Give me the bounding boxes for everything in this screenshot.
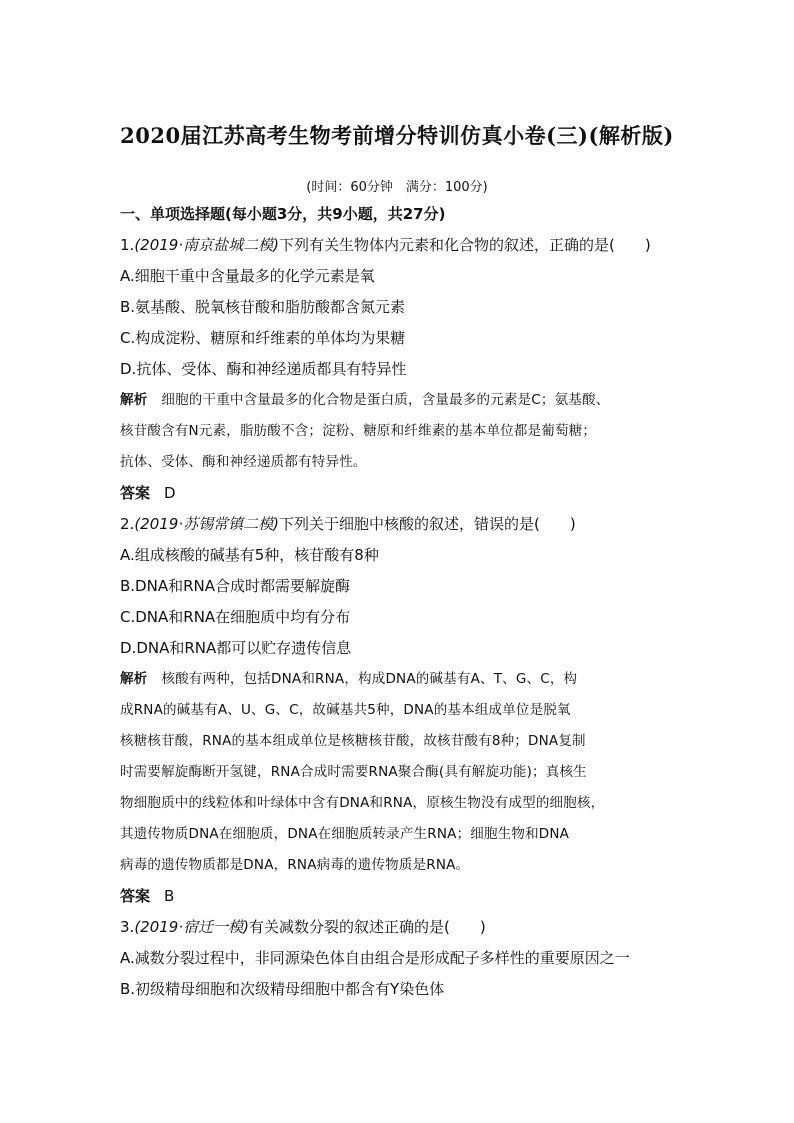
question-number: 1. — [120, 236, 135, 254]
answer-label: 答案 — [120, 484, 151, 502]
answer-line — [120, 886, 680, 917]
explanation-label: 解析 — [120, 671, 148, 687]
option-a: A.细胞干重中含量最多的化学元素是氧 — [120, 267, 375, 285]
explanation-line: 物细胞质中的线粒体和叶绿体中含有DNA和RNA，原核生物没有成型的细胞核， — [120, 795, 605, 811]
option-d: D.DNA和RNA都可以贮存遗传信息 — [120, 639, 352, 657]
option-b: B.DNA和RNA合成时都需要解旋酶 — [120, 577, 350, 595]
answer-line — [120, 483, 680, 514]
question-2-stem — [120, 514, 680, 545]
explanation-line: 解析 细胞的干重中含量最多的化合物是蛋白质，含量最多的元素是C；氨基酸、 — [120, 392, 610, 408]
question-source: (2019·南京盐城二模) — [134, 236, 279, 254]
explanation-line: 抗体、受体、酶和神经递质都有特异性。 — [120, 454, 367, 470]
question-number: 2. — [120, 515, 135, 533]
question-text: 下列有关生物体内元素和化合物的叙述，正确的是( ) — [278, 236, 651, 254]
option-c: C.构成淀粉、糖原和纤维素的单体均为果糖 — [120, 329, 406, 347]
question-number: 3. — [120, 918, 135, 936]
option-a: A.减数分裂过程中，非同源染色体自由组合是形成配子多样性的重要原因之一 — [120, 949, 630, 967]
explanation-line: 时需要解旋酶断开氢键，RNA合成时需要RNA聚合酶(具有解旋功能)；真核生 — [120, 764, 587, 780]
question-source: (2019·苏锡常镇二模) — [134, 515, 279, 533]
option-a: A.组成核酸的碱基有5种，核苷酸有8种 — [120, 546, 379, 564]
section-heading: 一、单项选择题(每小题3分，共9小题，共27分) — [120, 205, 446, 223]
answer-value: B — [164, 887, 175, 905]
question-3-stem — [120, 917, 680, 948]
option-d: D.抗体、受体、酶和神经递质都具有特异性 — [120, 360, 407, 378]
explanation-line: 核糖核苷酸，RNA的基本组成单位是核糖核苷酸，故核苷酸有8种；DNA复制 — [120, 733, 586, 749]
explanation-line: 成RNA的碱基有A、U、G、C，故碱基共5种，DNA的基本组成单位是脱氧 — [120, 702, 571, 718]
explanation-label: 解析 — [120, 392, 148, 408]
explanation-line: 核苷酸含有N元素，脂肪酸不含；淀粉、糖原和纤维素的基本单位都是葡萄糖； — [120, 423, 597, 439]
option-c: C.DNA和RNA在细胞质中均有分布 — [120, 608, 351, 626]
question-source: (2019·宿迁一模) — [134, 918, 249, 936]
question-1-stem — [120, 235, 680, 266]
explanation-line: 解析 核酸有两种，包括DNA和RNA，构成DNA的碱基有A、T、G、C，构 — [120, 671, 578, 687]
document-title: 2020届江苏高考生物考前增分特训仿真小卷(三)(解析版) — [120, 123, 674, 148]
option-b: B.初级精母细胞和次级精母细胞中都含有Y染色体 — [120, 980, 445, 998]
document-subtitle: (时间：60分钟 满分：100分) — [306, 180, 488, 195]
question-text: 有关减数分裂的叙述正确的是( ) — [248, 918, 486, 936]
explanation-line: 其遗传物质DNA在细胞质，DNA在细胞质转录产生RNA；细胞生物和DNA — [120, 826, 570, 842]
explanation-line: 病毒的遗传物质都是DNA，RNA病毒的遗传物质是RNA。 — [120, 857, 470, 873]
answer-value: D — [164, 484, 176, 502]
question-text: 下列关于细胞中核酸的叙述，错误的是( ) — [278, 515, 576, 533]
option-b: B.氨基酸、脱氧核苷酸和脂肪酸都含氮元素 — [120, 298, 406, 316]
answer-label: 答案 — [120, 887, 151, 905]
document-body — [120, 204, 680, 1010]
